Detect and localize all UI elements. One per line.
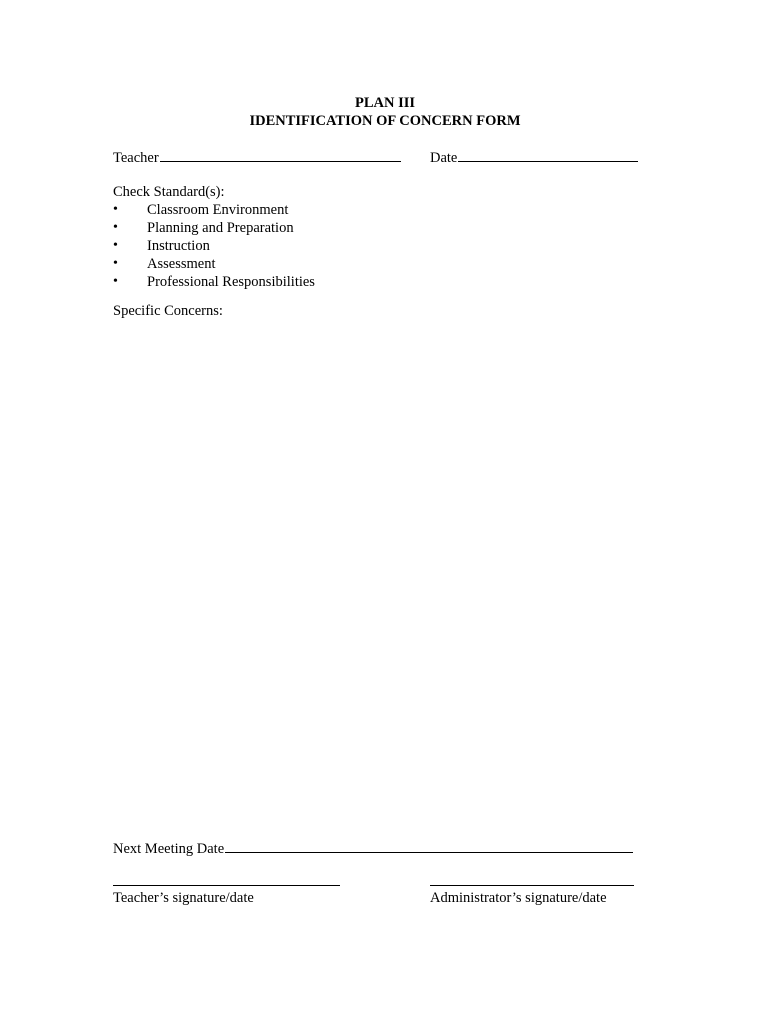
administrator-signature-caption: Administrator’s signature/date [430,890,607,906]
standard-label: Professional Responsibilities [147,274,315,290]
standard-item-assessment[interactable] [113,255,315,273]
standard-label: Planning and Preparation [147,220,294,236]
check-standards-label: Check Standard(s): [113,184,225,200]
standard-item-professional-responsibilities[interactable] [113,273,315,291]
teacher-field [113,147,401,167]
specific-concerns-label: Specific Concerns: [113,303,223,319]
bullet-icon: • [113,274,118,289]
standard-label: Classroom Environment [147,202,289,218]
teacher-signature-line[interactable] [113,869,340,886]
standard-item-planning-preparation[interactable] [113,219,315,237]
date-field [430,147,638,167]
date-blank-line[interactable] [458,147,638,162]
form-title [0,94,770,130]
standard-item-classroom-environment[interactable] [113,201,315,219]
next-meeting-blank-line[interactable] [225,838,633,853]
teacher-label: Teacher [113,150,159,166]
standard-label: Assessment [147,256,216,272]
title-plan: PLAN III [354,95,416,111]
teacher-date-row [113,147,653,165]
teacher-blank-line[interactable] [160,147,401,162]
teacher-signature-caption: Teacher’s signature/date [113,890,254,906]
standards-list [113,201,315,291]
bullet-icon: • [113,238,118,253]
administrator-signature-line[interactable] [430,869,634,886]
next-meeting-label: Next Meeting Date [113,841,225,857]
bullet-icon: • [113,202,118,217]
standard-item-instruction[interactable] [113,237,315,255]
date-label: Date [430,150,458,166]
bullet-icon: • [113,220,118,235]
next-meeting-field [113,838,633,858]
standard-label: Instruction [147,238,210,254]
title-form-name: IDENTIFICATION OF CONCERN FORM [249,113,521,129]
bullet-icon: • [113,256,118,271]
